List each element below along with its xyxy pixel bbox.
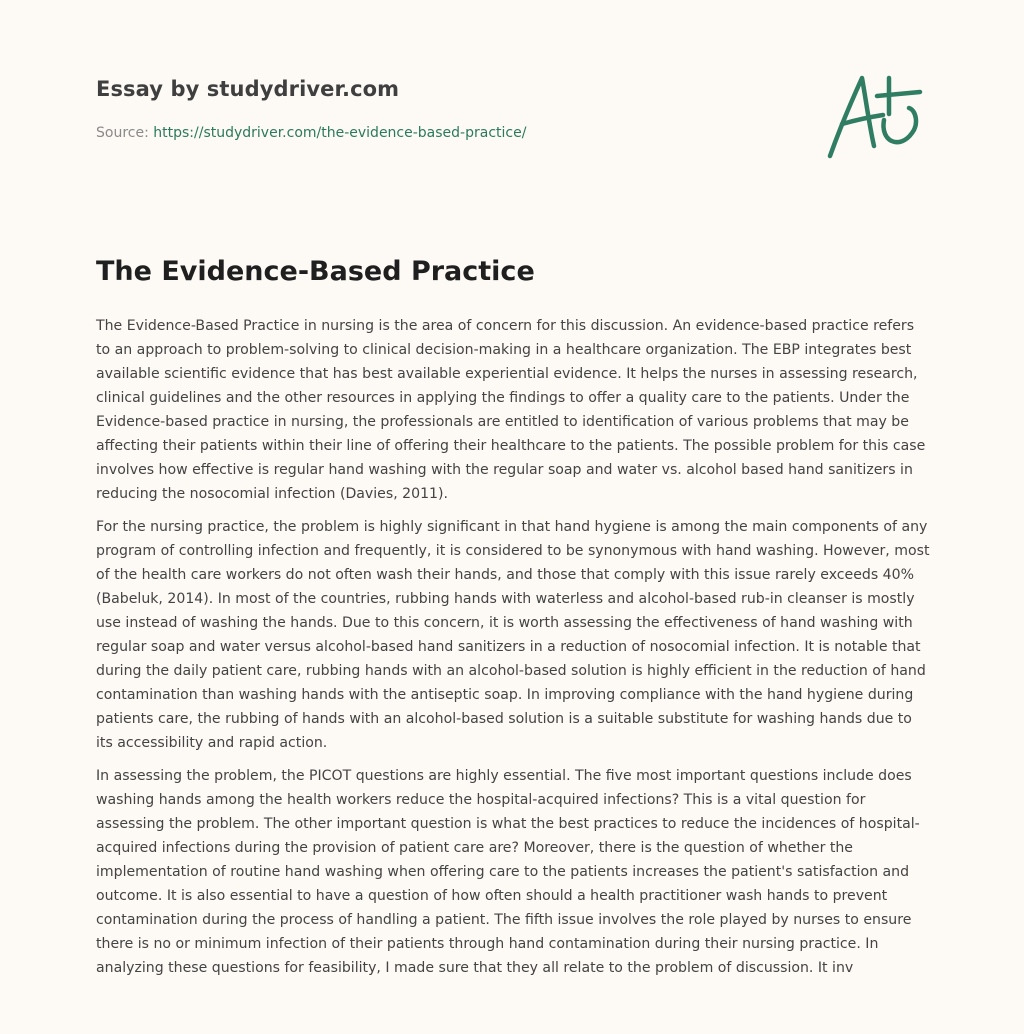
brand-title: Essay by studydriver.com (96, 77, 400, 101)
a-plus-logo-icon (822, 66, 932, 166)
source-line (96, 123, 776, 143)
article-paragraph: The Evidence-Based Practice in nursing is the area of concern for this discussion. An evidence-based practice refers to an approach to problem-solving to clinical decision-making in a healthcare organization. The EBP integrates best available scientific evidence that has best available experiential evidence. It helps the nurses in assessing research, clinical guidelines and the other resources in applying the findings to offer a quality care to the patients. Under the Evidence-based practice in nursing, the professionals are entitled to identification of various problems that may be affecting their patients within their line of offering their healthcare to the patients. The possible problem for this case involves how effective is regular hand washing with the regular soap and water vs. alcohol based hand sanitizers in reducing the nosocomial infection (Davies, 2011). (96, 318, 926, 502)
source-label: Source: (96, 125, 154, 141)
article-body (96, 314, 932, 989)
article-paragraph: In assessing the problem, the PICOT questions are highly essential. The five most important questions include does washing hands among the health workers reduce the hospital-acquired infections? This is a vital question for assessing the problem. The other important question is what the best practices to reduce the incidences of hospital-acquired infections during the provision of patient care are? Moreover, there is the question of whether the implementation of routine hand washing when offering care to the patients increases the patient's satisfaction and outcome. It is also essential to have a question of how often should a health practitioner wash hands to prevent contamination during the process of handling a patient. The fifth issue involves the role played by nurses to ensure there is no or minimum infection of their patients through hand contamination during their nursing practice. In analyzing these questions for feasibility, I made sure that they all relate to the problem of discussion. It inv (96, 768, 920, 976)
article-paragraph: For the nursing practice, the problem is highly significant in that hand hygiene is among the main components of any program of controlling infection and frequently, it is considered to be synonymous with hand washing. However, most of the health care workers do not often wash their hands, and those that comply with this issue rarely exceeds 40% (Babeluk, 2014). In most of the countries, rubbing hands with waterless and alcohol-based rub-in cleanser is mostly use instead of washing the hands. Due to this concern, it is worth assessing the effectiveness of hand washing with regular soap and water versus alcohol-based hand sanitizers in a reduction of nosocomial infection. It is notable that during the daily patient care, rubbing hands with an alcohol-based solution is highly efficient in the reduction of hand contamination than washing hands with the antiseptic soap. In improving compliance with the hand hygiene during patients care, the rubbing of hands with an alcohol-based solution is a suitable substitute for washing hands due to its accessibility and rapid action. (96, 519, 930, 751)
essay-header (96, 74, 776, 143)
article-title: The Evidence-Based Practice (96, 256, 535, 287)
source-link[interactable]: https://studydriver.com/the-evidence-based-practice/ (153, 125, 527, 141)
